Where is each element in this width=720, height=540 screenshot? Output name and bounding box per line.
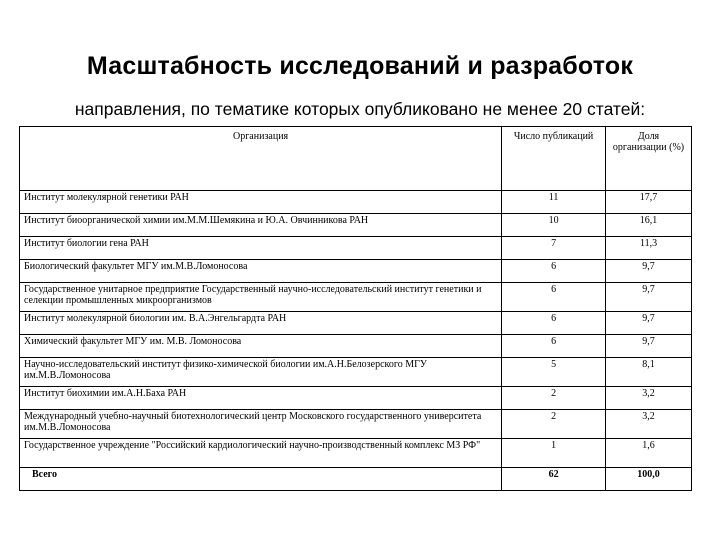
cell-share: 8,1 [606, 358, 692, 387]
cell-share: 11,3 [606, 237, 692, 260]
cell-share: 9,7 [606, 312, 692, 335]
table-row [20, 283, 692, 312]
cell-share: 9,7 [606, 335, 692, 358]
cell-organization: Институт биохимии им.А.Н.Баха РАН [20, 387, 502, 410]
cell-organization: Государственное учреждение "Российский кардиологический научно-производственный комплекс МЗ РФ" [20, 439, 502, 468]
total-share: 100,0 [606, 468, 692, 491]
cell-share: 3,2 [606, 410, 692, 439]
cell-organization: Химический факультет МГУ им. М.В. Ломоносова [20, 335, 502, 358]
page-subtitle: направления, по тематике которых опубликовано не менее 20 статей: [74, 99, 646, 119]
cell-share: 9,7 [606, 260, 692, 283]
cell-publications: 2 [502, 387, 606, 410]
table-total-row [20, 468, 692, 491]
cell-organization: Государственное унитарное предприятие Государственный научно-исследовательский институт генетики и селекции промышленных микроорганизмов [20, 283, 502, 312]
cell-organization: Биологический факультет МГУ им.М.В.Ломоносова [20, 260, 502, 283]
cell-share: 3,2 [606, 387, 692, 410]
cell-organization: Международный учебно-научный биотехнологический центр Московского государственного университета им.М.В.Ломоносова [20, 410, 502, 439]
cell-publications: 6 [502, 335, 606, 358]
page-title: Масштабность исследований и разработок [86, 52, 634, 80]
cell-share: 9,7 [606, 283, 692, 312]
table-row [20, 260, 692, 283]
table-header-row [20, 127, 692, 191]
publications-table [19, 126, 692, 491]
cell-publications: 11 [502, 191, 606, 214]
table-row [20, 214, 692, 237]
table-row [20, 237, 692, 260]
cell-organization: Институт молекулярной биологии им. В.А.Энгельгардта РАН [20, 312, 502, 335]
cell-publications: 6 [502, 283, 606, 312]
cell-organization: Институт молекулярной генетики РАН [20, 191, 502, 214]
header-publications: Число публикаций [502, 127, 606, 191]
cell-publications: 1 [502, 439, 606, 468]
total-publications: 62 [502, 468, 606, 491]
header-organization: Организация [20, 127, 502, 191]
table-row [20, 439, 692, 468]
cell-publications: 5 [502, 358, 606, 387]
cell-share: 1,6 [606, 439, 692, 468]
cell-publications: 10 [502, 214, 606, 237]
cell-organization: Институт биоорганической химии им.М.М.Шемякина и Ю.А. Овчинникова РАН [20, 214, 502, 237]
table-row [20, 312, 692, 335]
cell-share: 16,1 [606, 214, 692, 237]
total-label: Всего [20, 468, 502, 491]
table-row [20, 191, 692, 214]
cell-publications: 7 [502, 237, 606, 260]
table-row [20, 410, 692, 439]
cell-share: 17,7 [606, 191, 692, 214]
cell-organization: Институт биологии гена РАН [20, 237, 502, 260]
cell-organization: Научно-исследовательский институт физико-химической биологии им.А.Н.Белозерского МГУ им.М.В.Ломоносова [20, 358, 502, 387]
cell-publications: 6 [502, 260, 606, 283]
table-row [20, 387, 692, 410]
header-share: Доля организации (%) [606, 127, 692, 191]
table-row [20, 358, 692, 387]
cell-publications: 2 [502, 410, 606, 439]
cell-publications: 6 [502, 312, 606, 335]
table-row [20, 335, 692, 358]
